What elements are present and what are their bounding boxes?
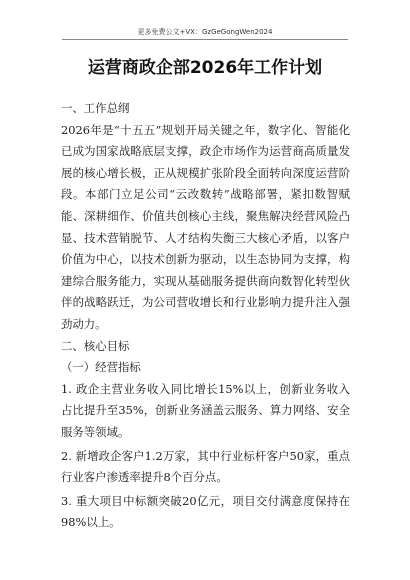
goal-item: 3. 重大项目中标额突破20亿元，项目交付满意度保持在98%以上。 [61,493,350,530]
section-heading-overview: 一、工作总纲 [61,101,130,115]
header-note: 更多免费公文+VX：GzGeGongWen2024 [137,28,273,36]
header-divider [62,39,348,40]
document-title: 运营商政企部2026年工作计划 [87,58,323,78]
goal-item: 1. 政企主营业务收入同比增长15%以上，创新业务收入占比提升至35%，创新业务涵盖云服务、算力网络、安全服务等领域。 [61,381,350,439]
section-heading-goals: 二、核心目标 [61,338,130,353]
goal-item: 2. 新增政企客户1.2万家，其中行业标杆客户50家，重点行业客户渗透率提升8个百分点。 [61,448,350,485]
sub-heading-business-metrics: （一）经营指标 [61,360,141,375]
document-body [61,98,350,536]
overview-paragraph: 2026年是“十五五”规划开局关键之年，数字化、智能化已成为国家战略底层支撑，政企市场作为运营商高质量发展的核心增长极，正从规模扩张阶段全面转向深度运营阶段。本部门立足公司“云改数转”战略部署，紧扣数智赋能、深耕细作、价值共创核心主线，聚焦解决经营风险凸显、技术营销脱节、人才结构失衡三大核心矛盾，以客户价值为中心，以技术创新为驱动，以生态协同为支撑，构建综合服务能力，实现从基础服务提供商向数智化转型伙伴的战略跃迁，为公司营收增长和行业影响力提升注入强劲动力。 [61,122,350,331]
